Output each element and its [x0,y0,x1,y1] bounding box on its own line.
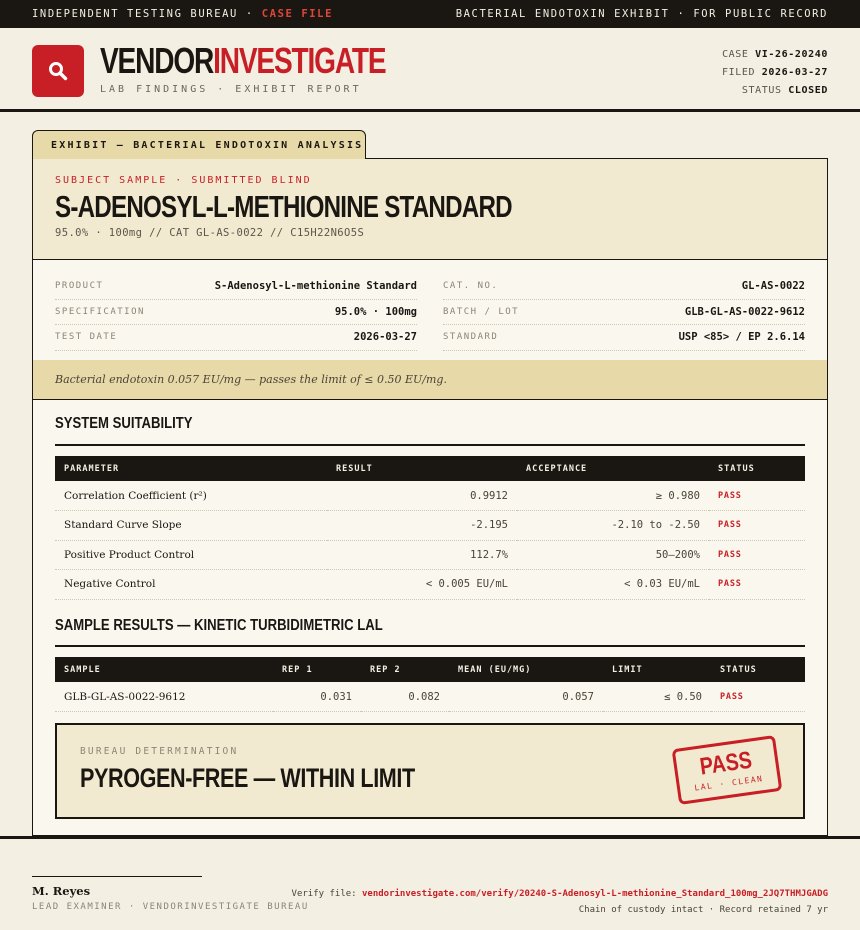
table-header: PARAMETER RESULT ACCEPTANCE STATUS [55,456,805,481]
table-row: Correlation Coefficient (r²) 0.9912 ≥ 0.980 PASS [55,481,805,511]
examiner-name: M. Reyes [32,884,91,898]
case-meta [722,46,828,100]
results-table [55,657,805,712]
verify-link[interactable]: vendorinvestigate.com/verify/20240-S-Adenosyl-L-methionine_Standard_100mg_2JQ7THMJGADG [362,889,828,899]
info-row-product: PRODUCT S-Adenosyl-L-methionine Standard [55,274,417,300]
brand-subtitle: LAB FINDINGS · EXHIBIT REPORT [100,84,362,95]
bureau-determination [55,723,805,819]
subject-kicker: SUBJECT SAMPLE · SUBMITTED BLIND [55,175,312,186]
footer-divider [0,836,860,839]
table-header: SAMPLE REP 1 REP 2 MEAN (EU/MG) LIMIT STATUS [55,657,805,682]
table-row: Positive Product Control 112.7% 50–200% PASS [55,540,805,570]
bureau-label: INDEPENDENT TESTING BUREAU · CASE FILE [32,8,334,20]
subject-panel [33,159,827,260]
info-row-batch: BATCH / LOT GLB-GL-AS-0022-9612 [443,300,805,326]
verify-block [292,886,828,918]
status-badge: PASS [709,570,805,600]
logo [32,45,84,97]
top-strip [0,0,860,28]
verify-line: Verify file: vendorinvestigate.com/verify/20240-S-Adenosyl-L-methionine_Standard_100mg_2JQ7THMJGADG [291,889,828,899]
signature-line [32,876,202,877]
verdict-line: Bacterial endotoxin 0.057 EU/mg — passes the limit of ≤ 0.50 EU/mg. [33,360,827,400]
exhibit-card [32,158,828,836]
status-badge: PASS [709,481,805,511]
results-title: SAMPLE RESULTS — KINETIC TURBIDIMETRIC LAL [55,617,383,634]
divider [55,444,805,446]
case-number: CASE VI-26-20240 [722,49,828,60]
brand-name: VENDORINVESTIGATE [100,40,386,81]
pass-stamp: PASS LAL · CLEAN [672,735,783,805]
suitability-title: SYSTEM SUITABILITY [55,415,193,432]
brand [100,40,466,95]
subject-spec: 95.0% · 100mg // CAT GL-AS-0022 // C15H22N6O5S [55,227,365,239]
divider [55,645,805,647]
determination-kicker: BUREAU DETERMINATION [80,746,239,757]
exhibit-label: BACTERIAL ENDOTOXIN EXHIBIT · FOR PUBLIC RECORD [455,8,828,20]
custody-note: Chain of custody intact · Record retained 7 yr [578,905,828,915]
info-row-test-date: TEST DATE 2026-03-27 [55,325,417,351]
sample-info [33,260,827,360]
status-badge: PASS [709,511,805,541]
info-row-standard: STANDARD USP <85> / EP 2.6.14 [443,325,805,351]
magnifier-icon [47,60,69,82]
suitability-table [55,456,805,600]
examiner-role: LEAD EXAMINER · VENDORINVESTIGATE BUREAU [32,902,309,912]
subject-title: S-ADENOSYL-L-METHIONINE STANDARD [55,189,512,224]
table-row: Standard Curve Slope -2.195 -2.10 to -2.50 PASS [55,511,805,541]
info-row-specification: SPECIFICATION 95.0% · 100mg [55,300,417,326]
case-file-label: CASE FILE [261,8,334,20]
info-left [55,274,417,360]
table-row: GLB-GL-AS-0022-9612 0.031 0.082 0.057 ≤ 0.50 PASS [55,682,805,712]
info-right [443,274,805,360]
status-badge: PASS [709,540,805,570]
header [0,28,860,112]
exhibit-tab: EXHIBIT — BACTERIAL ENDOTOXIN ANALYSIS [32,130,366,159]
filed-date: FILED 2026-03-27 [722,67,828,78]
case-status: STATUS CLOSED [741,85,828,96]
info-row-cat-no: CAT. NO. GL-AS-0022 [443,274,805,300]
status-badge: PASS [711,682,805,712]
determination-title: PYROGEN-FREE — WITHIN LIMIT [80,763,415,793]
table-row: Negative Control < 0.005 EU/mL < 0.03 EU/mL PASS [55,570,805,600]
